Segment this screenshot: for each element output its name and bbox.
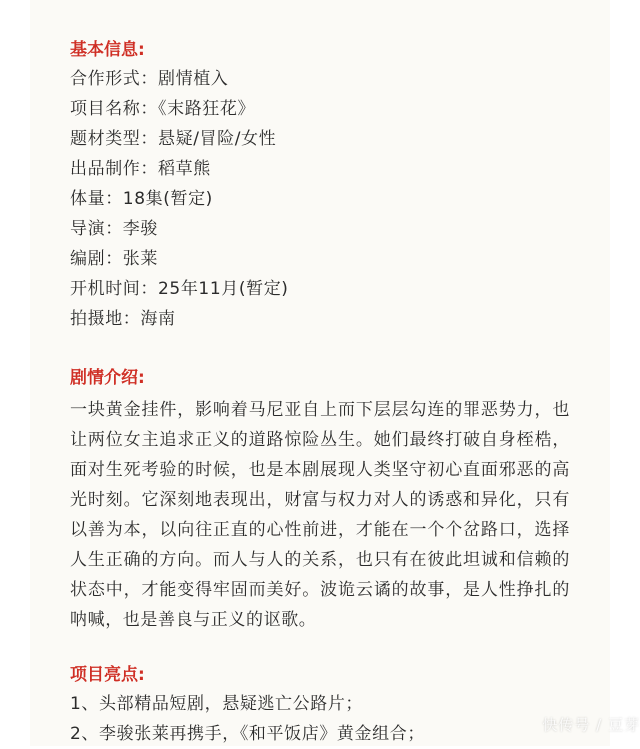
synopsis-heading: 剧情介绍:: [70, 368, 145, 388]
highlight-item: 1、头部精品短剧，悬疑逃亡公路片；: [70, 694, 364, 714]
info-location: 拍摄地：海南: [70, 309, 176, 329]
watermark-text: 快传号 / 豆芽: [542, 716, 640, 734]
highlights-list: [70, 689, 425, 749]
synopsis-paragraph: 一块黄金挂件，影响着马尼亚自上而下层层勾连的罪恶势力，也让两位女主追求正义的道路惊险丛生。她们最终打破自身桎梏，面对生死考验的时候，也是本剧展现人类坚守初心直面邪恶的高光时刻。它深刻地表现出，财富与权力对人的诱惑和异化，只有以善为本，以向往正直的心性前进，才能在一个个岔路口，选择人生正确的方向。而人与人的关系，也只有在彼此坦诚和信赖的状态中，才能变得牢固而美好。波诡云谲的故事，是人性挣扎的呐喊，也是善良与正义的讴歌。: [70, 400, 570, 630]
info-start-time: 开机时间：25年11月(暂定): [70, 279, 289, 299]
info-episodes: 体量：18集(暂定): [70, 189, 213, 209]
info-genre: 题材类型：悬疑/冒险/女性: [70, 129, 277, 149]
basic-info-list: [70, 64, 289, 334]
info-writer: 编剧：张莱: [70, 249, 158, 269]
highlight-item: 2、李骏张莱再携手，《和平饭店》黄金组合；: [70, 724, 425, 744]
basic-info-heading: 基本信息:: [70, 40, 145, 60]
info-director: 导演：李骏: [70, 219, 158, 239]
info-cooperation: 合作形式：剧情植入: [70, 69, 229, 89]
info-producer: 出品制作：稻草熊: [70, 159, 211, 179]
highlights-heading: 项目亮点:: [70, 665, 145, 685]
info-project-name: 项目名称：《末路狂花》: [70, 99, 256, 119]
